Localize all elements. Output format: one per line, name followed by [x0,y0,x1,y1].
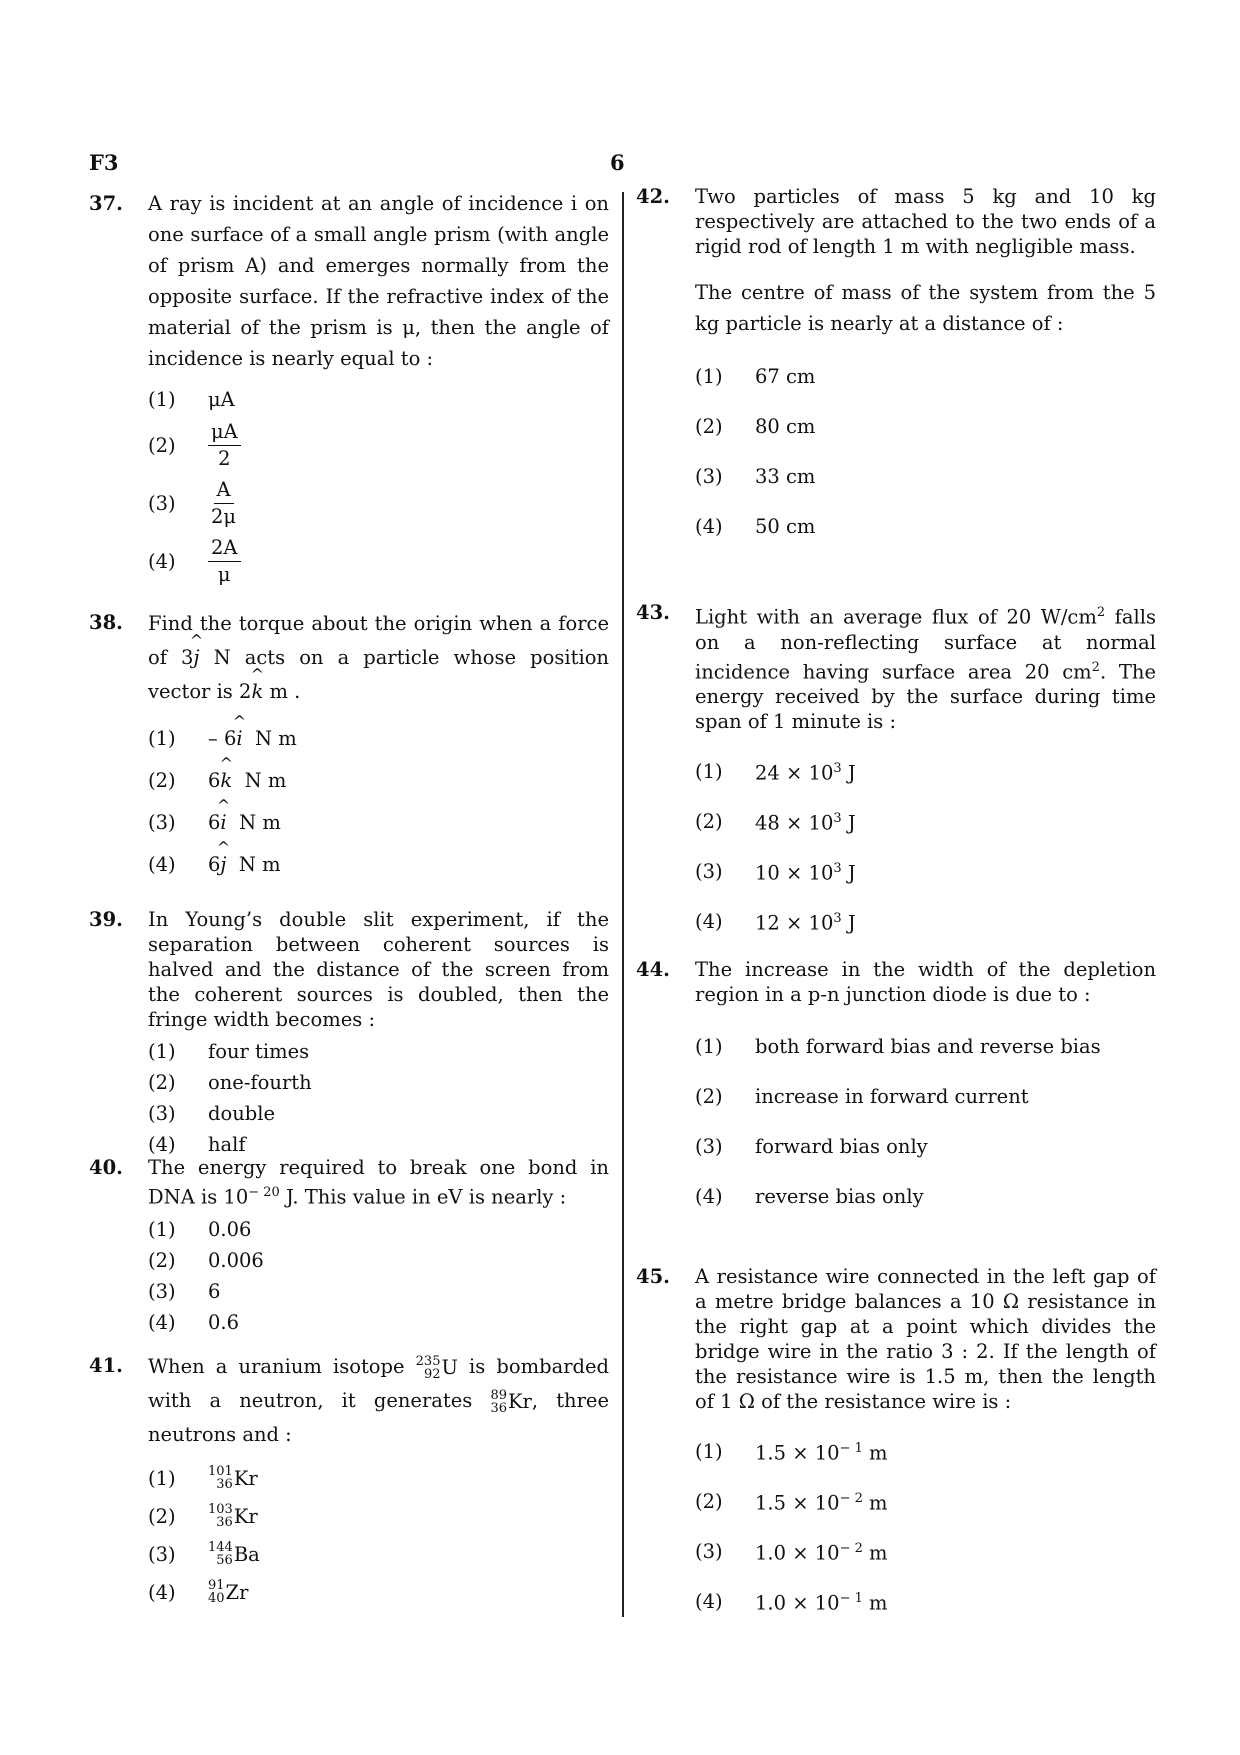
option-3[interactable] [148,1276,609,1307]
text-part: Light with an average flux of 20 W/cm [695,605,1097,629]
option-number: (3) [148,1279,176,1303]
option-number: (3) [695,1134,723,1158]
option-number: (4) [695,514,723,538]
option-number: (1) [148,387,176,411]
option-number: (4) [695,1589,723,1613]
coefficient: 3 [181,646,194,669]
question-text [695,600,1156,734]
option-3[interactable] [148,1535,609,1573]
question-37 [89,188,609,590]
option-1[interactable] [695,351,1156,401]
exponent: 2 [1091,659,1100,675]
question-41 [89,1350,609,1611]
option-number: (4) [148,1580,176,1604]
option-value: one-fourth [208,1071,312,1094]
option-number: (2) [695,1489,723,1513]
option-number: (1) [148,1217,176,1241]
option-value: $24 \times 10^3$ J [755,761,856,785]
option-2[interactable] [148,416,609,474]
text-part: m . [269,680,301,703]
option-3[interactable] [148,474,609,532]
option-number: (3) [148,810,176,834]
option-value: 0.06 [208,1217,252,1241]
option-value: 0.6 [208,1310,240,1334]
option-number: (2) [695,809,723,833]
option-1[interactable] [148,1036,609,1067]
text-part: N acts on a particle whose position vector is [148,646,609,703]
unit-vector: ^ k [220,765,232,796]
options [695,351,1156,551]
option-value: half [208,1133,246,1156]
question-44 [636,957,1156,1221]
question-number: 44. [636,958,670,981]
option-number: (1) [695,759,723,783]
option-number: (4) [148,1310,176,1334]
option-value: $1.0 \times 10^{- 2}$ m [755,1541,888,1565]
option-2[interactable] [695,796,1156,846]
option-number: (2) [148,1071,176,1094]
option-number: (2) [695,414,723,438]
option-number: (4) [695,1184,723,1208]
option-value: double [208,1102,276,1125]
question-text: A ray is incident at an angle of incidence i on one surface of a small angle prism (with angle of prism A) and emerges normally from the opposite surface. If the refractive index of the material of the prism is μ, then the angle of incidence is nearly equal to : [148,192,609,370]
option-value: reverse bias only [755,1184,924,1208]
option-1[interactable] [695,746,1156,796]
numerator: A [214,477,234,504]
option-value: increase in forward current [755,1084,1029,1108]
unit-vector: ^ k [251,675,263,709]
option-3[interactable] [695,1121,1156,1171]
unit-vector: ^ i [220,807,226,838]
option-value: 33 cm [755,464,816,488]
option-number: (4) [148,1133,176,1156]
option-2[interactable] [148,1245,609,1276]
text-part: The energy required to break one bond in DNA is 10 [148,1156,609,1209]
option-number: (3) [695,1539,723,1563]
option-value: forward bias only [755,1134,928,1158]
text-part: falls on a non-reflecting surface at normal incidence having surface area 20 cm [695,605,1156,683]
option-number: (4) [695,909,723,933]
option-number: (2) [148,433,176,457]
text-part: , three neutrons and : [148,1389,609,1446]
option-value: $10 \times 10^3$ J [755,861,856,885]
position-vector [239,680,263,703]
question-number: 42. [636,185,670,208]
numerator: 2A [208,535,241,562]
text-part: The centre of mass of the system from the 5 kg particle is nearly at a distance of : [695,281,1156,335]
unit-vector: ^ i [236,723,242,754]
question-number: 41. [89,1354,123,1377]
question-number: 38. [89,611,123,634]
option-1[interactable] [695,1426,1156,1476]
option-number: (1) [695,1034,723,1058]
exponent: 2 [1096,605,1106,620]
text-part: . The energy received by the surface during time span of 1 minute is : [695,660,1156,733]
exponent: − 20 [248,1185,280,1200]
option-3[interactable] [695,1526,1156,1576]
option-2[interactable] [695,401,1156,451]
column-divider [622,192,624,1617]
question-42 [636,184,1156,551]
option-value: $1.5 \times 10^{- 2}$ m [755,1491,888,1515]
coefficient: 2 [239,680,252,703]
option-number: (2) [148,1248,176,1272]
option-number: (3) [148,1542,176,1566]
text-part: When a uranium isotope [148,1355,405,1378]
option-number: (2) [148,768,176,792]
option-value: 6 [208,1279,221,1303]
option-value: 6^ k N m [208,765,609,796]
text-part: Find the torque about the origin when a force of [148,612,609,669]
paper-code: F3 [89,150,119,175]
unit-vector: ^ j [220,849,226,880]
options [695,1021,1156,1221]
option-4[interactable] [148,1573,609,1611]
options [148,1214,609,1338]
question-text [695,184,1156,339]
unit-vector: ^ j [193,641,199,675]
question-text [148,1155,609,1210]
option-4[interactable] [148,532,609,590]
question-38 [89,607,609,885]
option-number: (1) [695,1439,723,1463]
text-part: Two particles of mass 5 kg and 10 kg respectively are attached to the two ends of a rigid rod of length 1 m with negligible mass. [695,185,1156,258]
options [695,1426,1156,1626]
fraction [208,419,241,472]
option-1[interactable] [148,382,609,416]
options [695,746,1156,946]
question-text: The increase in the width of the depletion region in a p-n junction diode is due to : [695,958,1156,1006]
option-number: (1) [695,364,723,388]
options [148,1036,609,1160]
fraction [208,535,241,588]
question-number: 43. [636,601,670,624]
option-2[interactable] [695,1071,1156,1121]
question-text: A resistance wire connected in the left gap of a metre bridge balances a 10 Ω resistance in the right gap at a point which divides the bridge wire in the ratio 3 : 2. If the length of the resistance wire is 1.5 m, then the length of 1 Ω of the resistance wire is : [695,1265,1156,1413]
question-43 [636,600,1156,946]
question-text [148,607,609,709]
option-4[interactable] [148,1307,609,1338]
question-number: 37. [89,192,123,215]
option-value: μA [208,387,235,411]
option-number: (2) [148,1504,176,1528]
denominator: μ [217,562,231,586]
option-value: 80 cm [755,414,816,438]
option-number: (4) [148,852,176,876]
text-part: is bombarded with a neutron, it generates [148,1355,610,1412]
option-value: 50 cm [755,514,816,538]
options [148,1459,609,1611]
option-value: four times [208,1040,310,1063]
question-text: In Young’s double slit experiment, if the separation between coherent sources is halved and the distance of the screen from the coherent sources is doubled, then the fringe width becomes : [148,908,609,1031]
option-4[interactable] [695,896,1156,946]
question-40 [89,1155,609,1338]
question-number: 45. [636,1265,670,1288]
option-number: (3) [695,859,723,883]
option-value: 6^ i N m [208,807,609,838]
text-part: J. This value in eV is nearly : [279,1185,567,1209]
option-value: $1.5 \times 10^{- 1}$ m [755,1441,888,1465]
numerator: μA [208,419,241,446]
page-number: 6 [610,150,625,175]
option-isotope: 144 56 Ba [208,1540,260,1568]
option-4[interactable] [695,1171,1156,1221]
option-3[interactable] [148,1098,609,1129]
option-value: 0.006 [208,1248,264,1272]
fraction [208,477,239,530]
option-number: (3) [148,1102,176,1125]
isotope-krypton: 89 36 Kr [490,1387,532,1416]
option-number: (4) [148,549,176,573]
question-number: 39. [89,908,123,931]
option-value: both forward bias and reverse bias [755,1034,1101,1058]
option-1[interactable] [148,1459,609,1497]
question-45 [636,1264,1156,1626]
option-value: 6^ j N m [208,849,609,880]
option-1[interactable] [148,717,609,759]
denominator: 2μ [211,504,237,528]
option-value: 67 cm [755,364,816,388]
option-2[interactable] [695,1476,1156,1526]
option-isotope: 101 36 Kr [208,1464,258,1492]
option-value: $1.0 \times 10^{- 1}$ m [755,1591,888,1615]
option-1[interactable] [148,1214,609,1245]
option-isotope: 103 36 Kr [208,1502,258,1530]
option-value: $12 \times 10^3$ J [755,911,856,935]
option-number: (1) [148,1040,176,1063]
option-4[interactable] [695,501,1156,551]
option-value: – 6^ i N m [208,723,609,754]
option-number: (1) [148,1466,176,1490]
option-value: $48 \times 10^3$ J [755,811,856,835]
option-number: (1) [148,726,176,750]
option-2[interactable] [148,1497,609,1535]
option-3[interactable] [695,451,1156,501]
option-4[interactable] [148,843,609,885]
options [148,382,609,590]
option-4[interactable] [695,1576,1156,1626]
isotope-uranium: 235 92 U [415,1353,458,1382]
option-2[interactable] [148,1067,609,1098]
option-number: (3) [148,491,176,515]
force-vector [181,646,199,669]
question-text [148,1350,609,1451]
option-isotope: 91 40 Zr [208,1578,249,1606]
option-1[interactable] [695,1021,1156,1071]
question-number: 40. [89,1156,123,1179]
denominator: 2 [218,446,231,470]
options [148,717,609,885]
option-3[interactable] [695,846,1156,896]
option-number: (3) [695,464,723,488]
question-39 [89,907,609,1160]
option-number: (2) [695,1084,723,1108]
